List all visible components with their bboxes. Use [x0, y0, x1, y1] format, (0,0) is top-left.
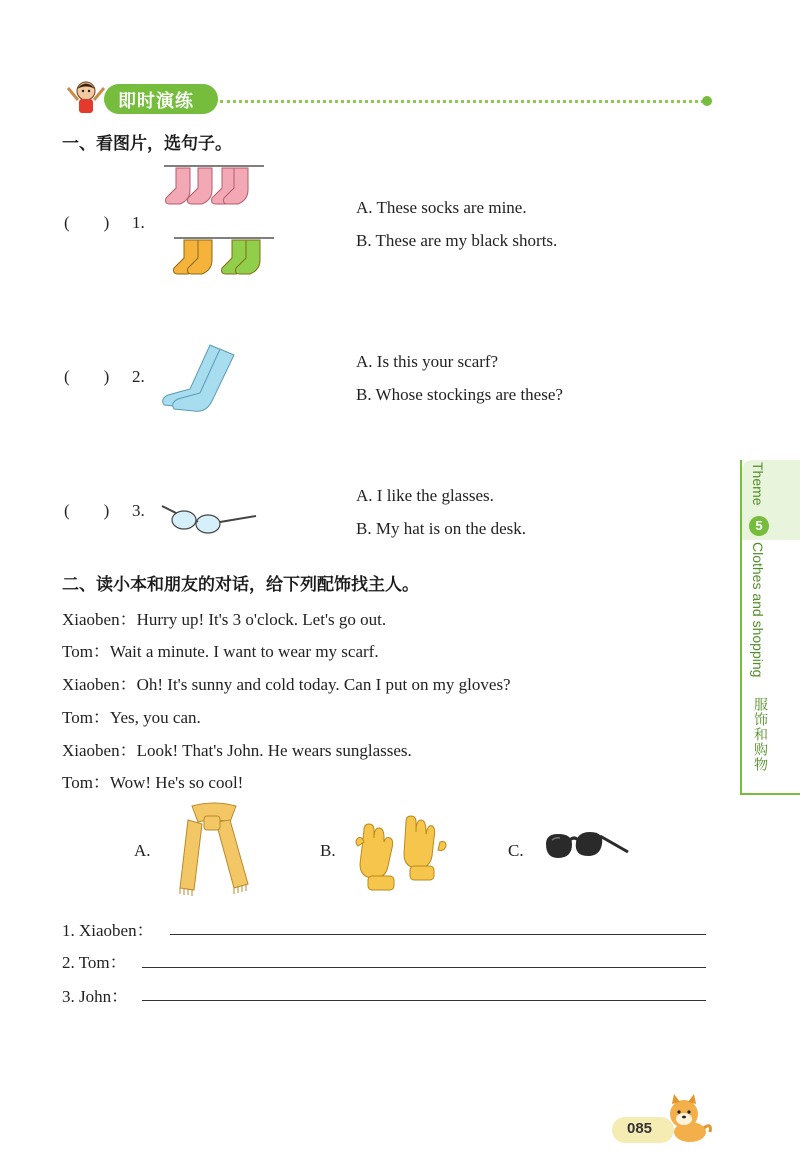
gloves-picture — [354, 800, 450, 901]
picture-label-c: C. — [508, 841, 524, 860]
section2-title: 二、读小本和朋友的对话，给下列配饰找主人。 — [62, 575, 419, 595]
dialog-line-5: Xiaoben：Look! That's John. He wears sunglasses. — [62, 741, 412, 760]
theme-tab-bottom-line — [740, 793, 800, 795]
q3-option-a[interactable]: A. I like the glasses. — [356, 486, 494, 505]
dialog-line-2: Tom：Wait a minute. I want to wear my scarf. — [62, 642, 379, 661]
q2-option-b[interactable]: B. Whose stockings are these? — [356, 385, 563, 404]
question-number-2: 2. — [132, 367, 145, 386]
theme-number-badge: 5 — [749, 516, 769, 536]
answer-bracket-2[interactable]: ( ) — [64, 367, 110, 386]
theme-subtitle-cn: 服饰和购物 — [752, 697, 768, 772]
dog-mascot — [664, 1094, 712, 1149]
theme-subtitle: Clothes and shopping — [750, 542, 766, 678]
dialog-line-6: Tom：Wow! He's so cool! — [62, 773, 244, 792]
q3-option-b[interactable]: B. My hat is on the desk. — [356, 519, 526, 538]
dotted-divider — [220, 100, 704, 103]
q2-option-a[interactable]: A. Is this your scarf? — [356, 352, 499, 371]
dialog-line-3: Xiaoben：Oh! It's sunny and cold today. Can I put on my gloves? — [62, 675, 511, 694]
picture-label-a: A. — [134, 841, 151, 860]
dialog-line-1: Xiaoben：Hurry up! It's 3 o'clock. Let's go out. — [62, 610, 387, 629]
question-number-1: 1. — [132, 213, 145, 232]
glasses-picture — [160, 500, 260, 545]
banner-label: 即时演练 — [118, 91, 194, 112]
theme-tab-line — [740, 460, 742, 795]
scarf-picture — [174, 802, 254, 903]
answer-label-2: 2. Tom： — [62, 953, 127, 972]
divider-end-dot — [702, 96, 712, 106]
answer-line-2[interactable] — [142, 967, 706, 968]
answer-label-1: 1. Xiaoben： — [62, 921, 154, 940]
picture-label-b: B. — [320, 841, 336, 860]
section1-title: 一、看图片，选句子。 — [62, 134, 232, 154]
answer-label-3: 3. John： — [62, 987, 129, 1006]
header-mascot — [64, 78, 108, 121]
q1-option-a[interactable]: A. These socks are mine. — [356, 198, 527, 217]
question-number-3: 3. — [132, 501, 145, 520]
theme-label: Theme — [750, 462, 766, 506]
page-number: 085 — [627, 1120, 653, 1137]
answer-bracket-3[interactable]: ( ) — [64, 501, 110, 520]
sunglasses-picture — [542, 828, 632, 873]
q1-option-b[interactable]: B. These are my black shorts. — [356, 231, 558, 250]
dialog-line-4: Tom：Yes, you can. — [62, 708, 201, 727]
answer-line-3[interactable] — [142, 1000, 706, 1001]
answer-line-1[interactable] — [170, 934, 706, 935]
answer-bracket-1[interactable]: ( ) — [64, 213, 110, 232]
socks-picture — [162, 160, 277, 290]
stockings-picture — [160, 343, 240, 420]
